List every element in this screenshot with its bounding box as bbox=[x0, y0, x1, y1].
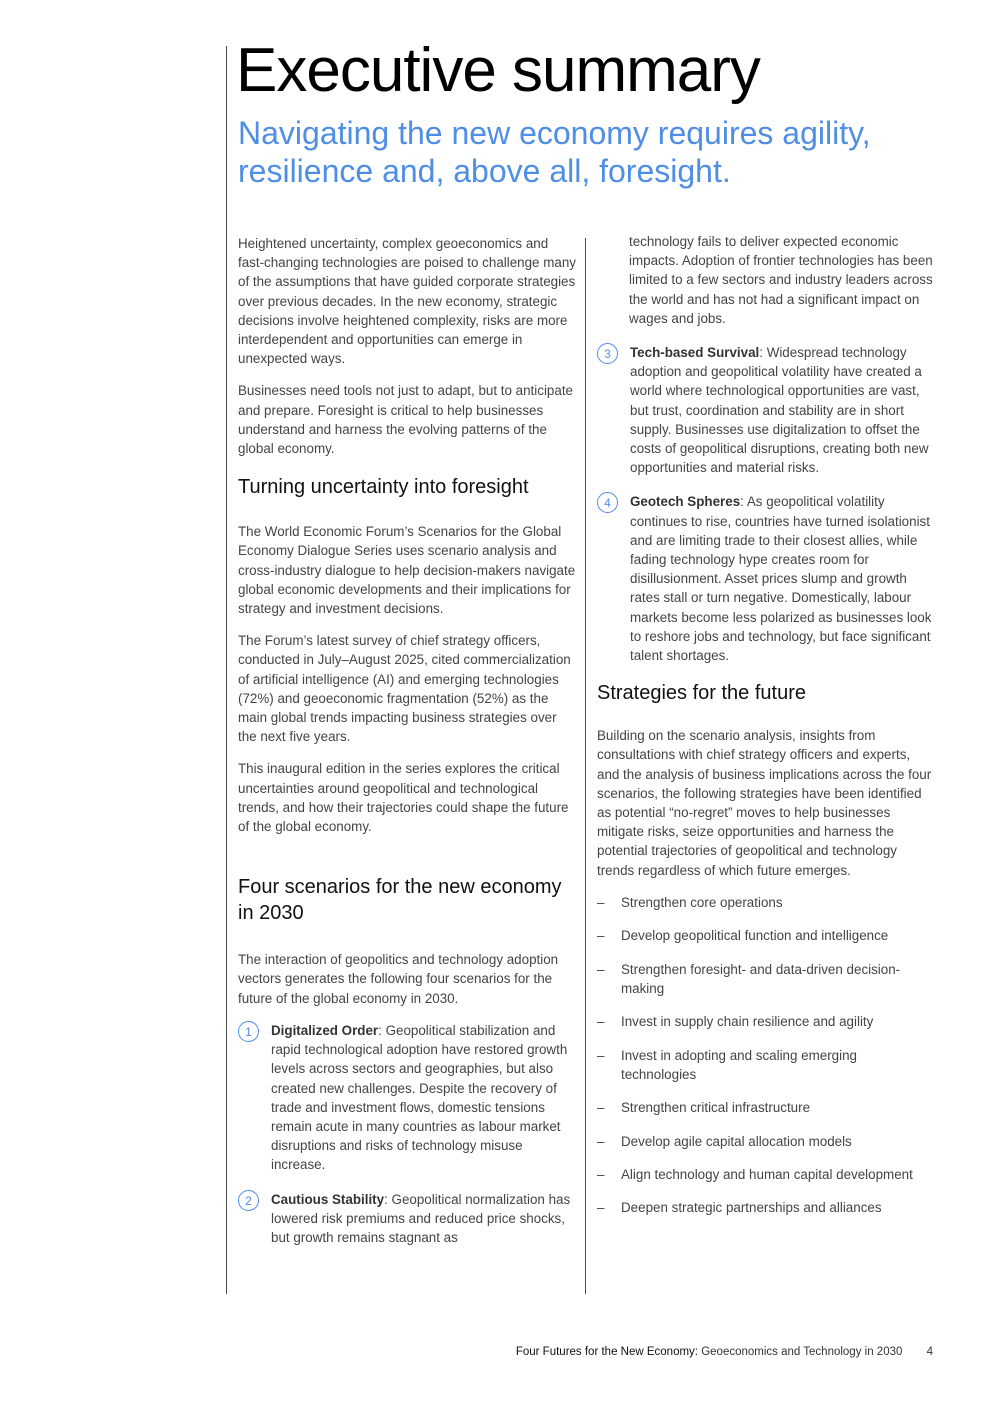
scenario-description: : Geopolitical stabilization and rapid technological adoption have restored growth levels across sectors and geographies, but also created new challenges. Despite the recovery of trade and investment flows, domestic tensions remain acute in many countries as labour market disruptions and risks of technology misuse increase. bbox=[271, 1022, 568, 1173]
scenario-2 bbox=[238, 1190, 576, 1248]
number-badge-3: 3 bbox=[597, 343, 618, 364]
dash-bullet: – bbox=[597, 928, 605, 944]
section-heading-strategies: Strategies for the future bbox=[597, 682, 807, 705]
scenarios-intro: The interaction of geopolitics and technology adoption vectors generates the following four scenarios for the future of the global economy in 2030. bbox=[238, 952, 559, 1006]
dash-bullet: – bbox=[597, 1047, 605, 1063]
dash-bullet: – bbox=[597, 1133, 605, 1149]
list-item: – Strengthen foresight- and data-driven decision-making bbox=[597, 961, 901, 996]
turning-paragraph-1: The World Economic Forum’s Scenarios for the Global Economy Dialogue Series uses scenario analysis and cross-industry dialogue to help decision-makers navigate global economic developments and their implications for strategy and investment decisions. bbox=[238, 524, 576, 617]
turning-paragraph-3: This inaugural edition in the series explores the critical uncertainties around geopolitical and technological trends, and how their trajectories could shape the future of the global economy. bbox=[238, 761, 569, 835]
scenario-name: Cautious Stability bbox=[271, 1191, 385, 1207]
list-item: – Strengthen critical infrastructure bbox=[597, 1098, 935, 1117]
footer-report-subtitle: Geoeconomics and Technology in 2030 bbox=[701, 1346, 903, 1358]
dash-bullet: – bbox=[597, 1167, 605, 1183]
left-column bbox=[238, 234, 576, 1262]
scenario-3 bbox=[597, 343, 935, 477]
scenario-name: Tech-based Survival bbox=[630, 345, 760, 361]
scenario-description: : Widespread technology adoption and geopolitical volatility have created a world where technological opportunities are vast, but trust, coordination and stability are in short supply. Businesses use digitalization to offset the costs of geopolitical disruptions, creating both new opportunities and material risks. bbox=[630, 345, 929, 476]
scenario-4 bbox=[597, 492, 935, 665]
scenario-name: Digitalized Order bbox=[271, 1022, 379, 1038]
scenario-description: : Geopolitical normalization has lowered risk premiums and reduced price shocks, but growth remains stagnant as bbox=[271, 1191, 571, 1245]
dash-bullet: – bbox=[597, 1014, 605, 1030]
dash-bullet: – bbox=[597, 1200, 605, 1216]
intro-paragraph-2: Businesses need tools not just to adapt, but to anticipate and prepare. Foresight is critical to help businesses understand and harness the evolving patterns of the global economy. bbox=[238, 383, 573, 457]
section-heading-scenarios: Four scenarios for the new economy in 2030 bbox=[238, 876, 562, 925]
scenario-description: : As geopolitical volatility continues to rise, countries have turned isolationist and are limiting trade to their closest allies, while fading technology hype creates room for disillusionment. Asset prices slump and growth rates stall or turn negative. Domestically, labour markets become less polarized as businesses look to reshore jobs and technology, but face significant talent shortages. bbox=[630, 494, 932, 664]
column-divider bbox=[585, 238, 586, 1294]
footer-report-title: Four Futures for the New Economy: bbox=[515, 1346, 698, 1358]
scenario-name: Geotech Spheres bbox=[630, 494, 741, 510]
scenario-1 bbox=[238, 1021, 576, 1175]
strategies-list bbox=[597, 893, 935, 1218]
number-badge-4: 4 bbox=[597, 492, 618, 513]
page-footer bbox=[516, 1346, 933, 1358]
left-margin-rule bbox=[226, 46, 227, 1294]
list-item: – Develop agile capital allocation models bbox=[597, 1132, 935, 1151]
strategies-intro: Building on the scenario analysis, insights from consultations with chief strategy officers and experts, and the analysis of business implications across the four scenarios, the following strategies have been identified as potential “no-regret” moves to help businesses mitigate risks, seize opportunities and harness the potential trajectories of geopolitical and technology trends regardless of which future emerges. bbox=[597, 728, 932, 878]
section-heading-turning: Turning uncertainty into foresight bbox=[238, 476, 529, 499]
page-number: 4 bbox=[926, 1346, 933, 1358]
dash-bullet: – bbox=[597, 894, 605, 910]
list-item: – Align technology and human capital development bbox=[597, 1165, 935, 1184]
dash-bullet: – bbox=[597, 961, 605, 977]
number-badge-1: 1 bbox=[238, 1021, 259, 1042]
list-item: – Strengthen core operations bbox=[597, 893, 935, 912]
dash-bullet: – bbox=[597, 1100, 605, 1116]
right-column bbox=[597, 234, 935, 1232]
turning-paragraph-2: The Forum’s latest survey of chief strategy officers, conducted in July–August 2025, cited commercialization of artificial intelligence (AI) and emerging technologies (72%) and geoeconomic fragmentation (52%) as the main global trends impacting business strategies over the next five years. bbox=[238, 633, 571, 745]
intro-paragraph-1: Heightened uncertainty, complex geoeconomics and fast-changing technologies are poised to challenge many of the assumptions that have guided corporate strategies over previous decades. In the new economy, strategic decisions involve heightened complexity, risks are more interdependent and opportunities can emerge in unexpected ways. bbox=[238, 236, 576, 367]
page-subtitle: Navigating the new economy requires agility, resilience and, above all, foresight. bbox=[238, 115, 871, 189]
scenario-2-continued bbox=[597, 232, 935, 328]
list-item: – Invest in supply chain resilience and agility bbox=[597, 1012, 935, 1031]
list-item: – Deepen strategic partnerships and alliances bbox=[597, 1198, 935, 1217]
page-title: Executive summary bbox=[236, 36, 760, 105]
scenario-description-continued: technology fails to deliver expected economic impacts. Adoption of frontier technologies has been limited to a few sectors and industry leaders across the world and has not had a significant impact on wages and jobs. bbox=[629, 234, 933, 326]
number-badge-2: 2 bbox=[238, 1190, 259, 1211]
list-item: – Develop geopolitical function and intelligence bbox=[597, 926, 935, 945]
list-item: – Invest in adopting and scaling emerging technologies bbox=[597, 1047, 857, 1082]
